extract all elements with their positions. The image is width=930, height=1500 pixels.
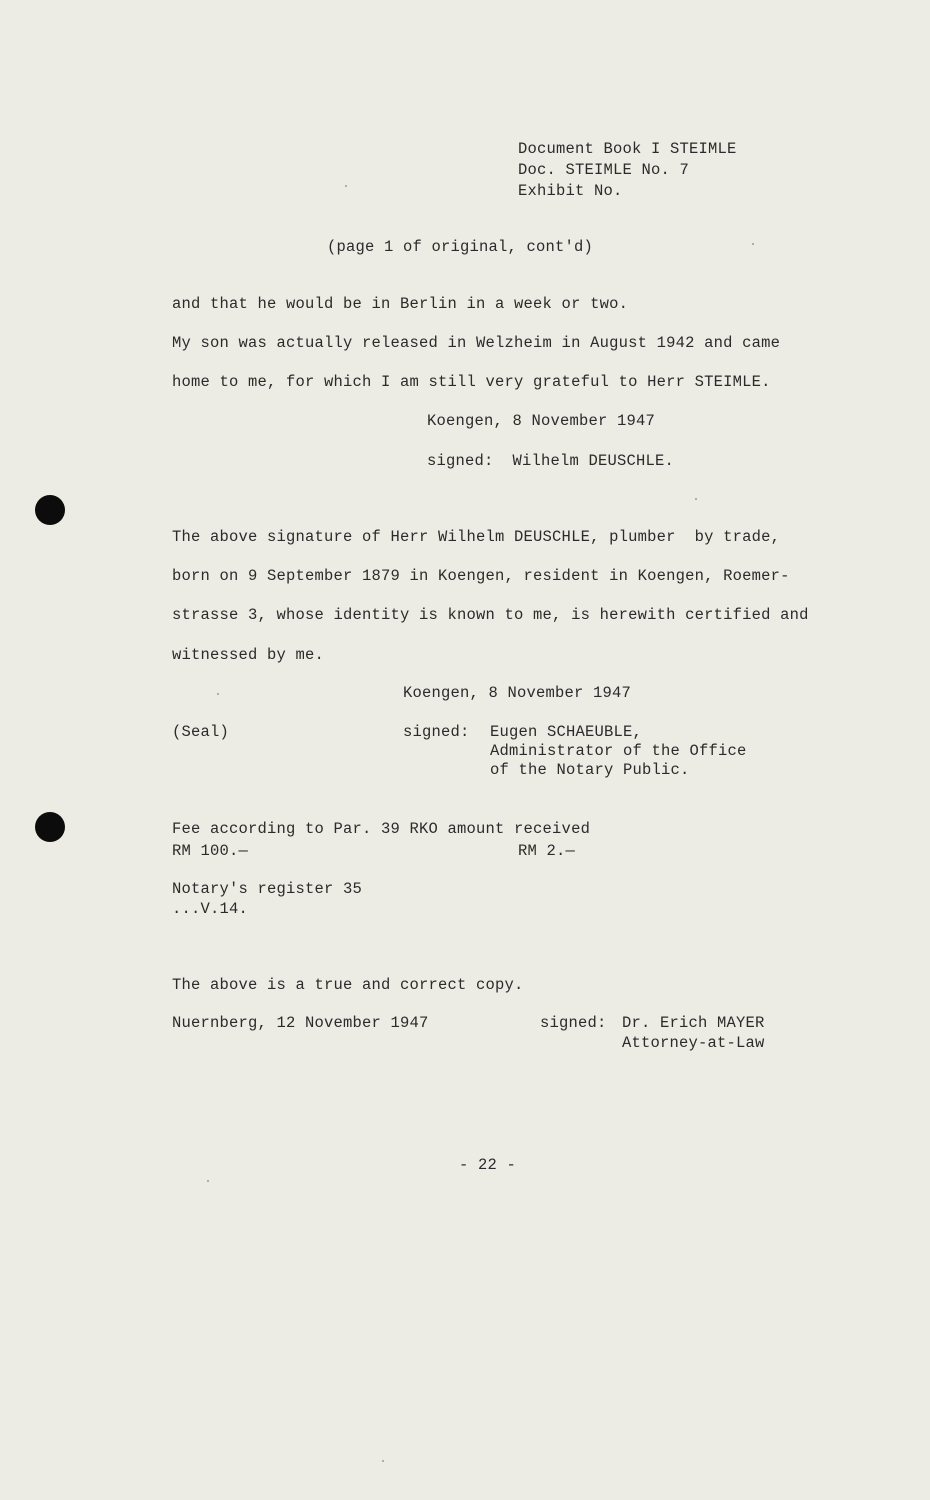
certification-line: The above signature of Herr Wilhelm DEUSCHLE, plumber by trade, — [172, 528, 781, 546]
certification-place-date: Koengen, 8 November 1947 — [403, 684, 632, 702]
copy-signer-title: Attorney-at-Law — [622, 1034, 765, 1052]
certification-line: born on 9 September 1879 in Koengen, resident in Koengen, Roemer- — [172, 567, 790, 585]
certification-line: strasse 3, whose identity is known to me, is herewith certified and — [172, 606, 809, 624]
fee-received: RM 2.— — [518, 842, 576, 860]
statement-line: home to me, for which I am still very grateful to Herr STEIMLE. — [172, 373, 771, 391]
statement-line: My son was actually released in Welzheim in August 1942 and came — [172, 334, 781, 352]
copy-signed-label: signed: — [540, 1014, 607, 1032]
true-copy-statement: The above is a true and correct copy. — [172, 976, 524, 994]
statement-place-date: Koengen, 8 November 1947 — [427, 412, 656, 430]
paper-speck — [752, 243, 754, 245]
header-doc-number: Doc. STEIMLE No. 7 — [518, 161, 690, 179]
certification-signed-label: signed: — [403, 723, 470, 741]
binder-hole-bottom — [35, 812, 65, 842]
copy-signer-name: Dr. Erich MAYER — [622, 1014, 765, 1032]
binder-hole-top — [35, 495, 65, 525]
paper-speck — [382, 1460, 384, 1462]
seal-label: (Seal) — [172, 723, 230, 741]
page-number: - 22 - — [459, 1156, 517, 1174]
paper-speck — [207, 1180, 209, 1182]
notary-register-number: ...V.14. — [172, 900, 249, 918]
paper-speck — [217, 693, 219, 695]
copy-place-date: Nuernberg, 12 November 1947 — [172, 1014, 429, 1032]
statement-line: and that he would be in Berlin in a week or two. — [172, 295, 629, 313]
fee-line: Fee according to Par. 39 RKO amount received — [172, 820, 591, 838]
certification-line: witnessed by me. — [172, 646, 325, 664]
certification-signer-name: Eugen SCHAEUBLE, — [490, 723, 643, 741]
paper-speck — [695, 498, 697, 500]
notary-register: Notary's register 35 — [172, 880, 363, 898]
header-document-book: Document Book I STEIMLE — [518, 140, 737, 158]
statement-signature: signed: Wilhelm DEUSCHLE. — [427, 452, 675, 470]
header-exhibit-number: Exhibit No. — [518, 182, 623, 200]
paper-speck — [345, 185, 347, 187]
certification-signer-title: of the Notary Public. — [490, 761, 690, 779]
fee-amount: RM 100.— — [172, 842, 249, 860]
continuation-note: (page 1 of original, cont'd) — [327, 238, 594, 256]
certification-signer-title: Administrator of the Office — [490, 742, 747, 760]
